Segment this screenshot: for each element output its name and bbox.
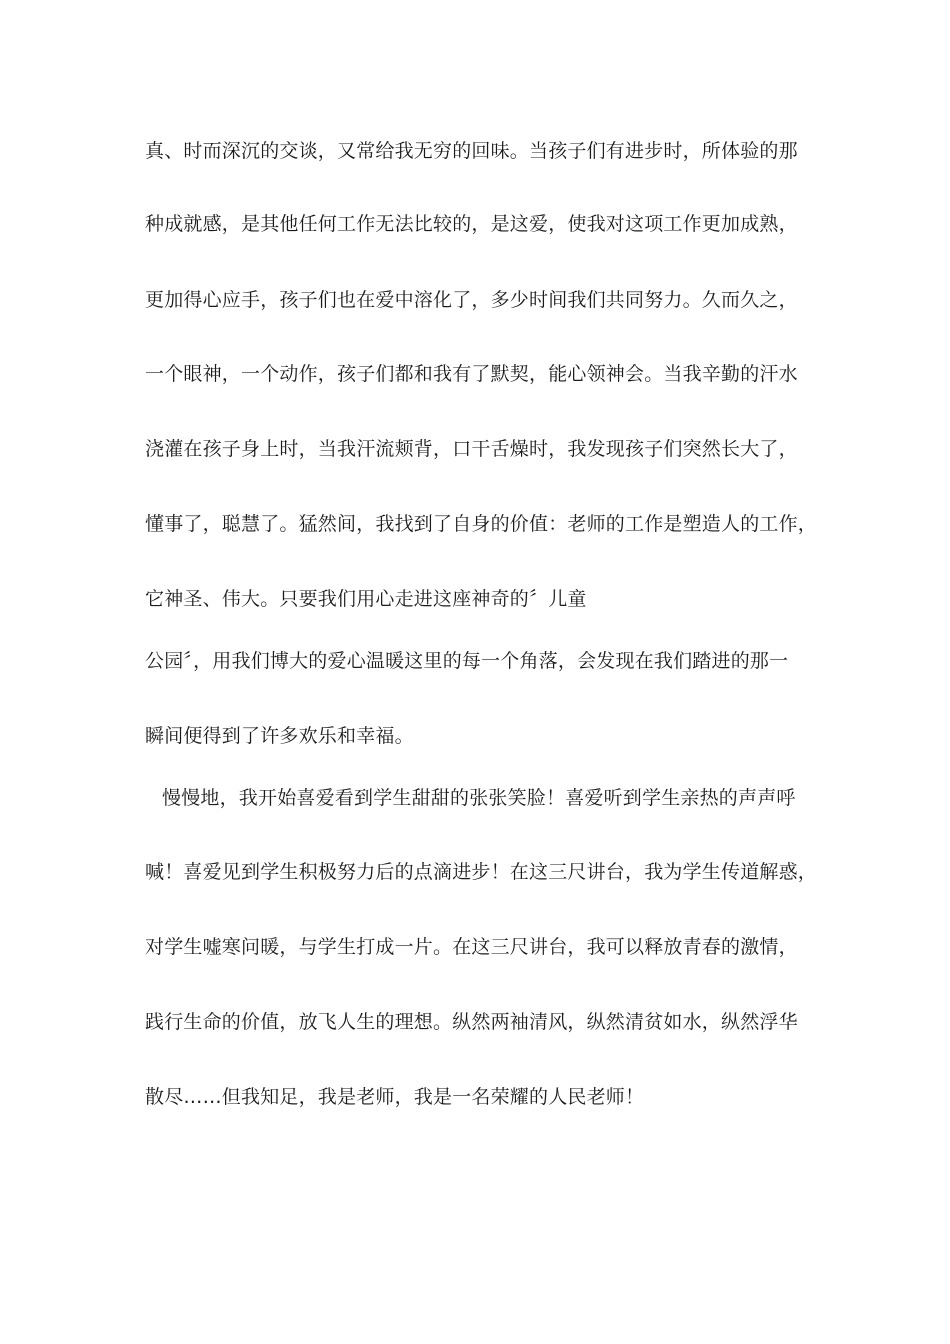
paragraph-line: 种成就感，是其他任何工作无法比较的，是这爱，使我对这项工作更加成熟， — [145, 213, 798, 235]
paragraph-line: 慢慢地，我开始喜爱看到学生甜甜的张张笑脸！喜爱听到学生亲热的声声呼 — [162, 787, 796, 809]
paragraph-line: 浇灌在孩子身上时，当我汗流颊背，口干舌燥时，我发现孩子们突然长大了， — [145, 438, 798, 460]
paragraph-line: 懂事了，聪慧了。猛然间，我找到了自身的价值：老师的工作是塑造人的工作， — [145, 513, 818, 535]
paragraph-line: 真、时而深沉的交谈，又常给我无穷的回味。当孩子们有进步时，所体验的那 — [145, 140, 798, 162]
paragraph-line: 它神圣、伟大。只要我们用心走进这座神奇的〞儿童 — [145, 588, 587, 610]
paragraph-line: 更加得心应手，孩子们也在爱中溶化了，多少时间我们共同努力。久而久之， — [145, 289, 798, 311]
paragraph-line: 公园〞，用我们博大的爱心温暖这里的每一个角落，会发现在我们踏进的那一 — [145, 650, 789, 672]
paragraph-line: 散尽……但我知足，我是老师，我是一名荣耀的人民老师！ — [145, 1086, 645, 1108]
paragraph-line: 一个眼神，一个动作，孩子们都和我有了默契，能心领神会。当我辛勤的汗水 — [145, 363, 798, 385]
paragraph-line: 瞬间便得到了许多欢乐和幸福。 — [145, 725, 414, 747]
paragraph-line: 喊！喜爱见到学生积极努力后的点滴进步！在这三尺讲台，我为学生传道解惑， — [145, 861, 818, 883]
paragraph-line: 践行生命的价值，放飞人生的理想。纵然两袖清风，纵然清贫如水，纵然浮华 — [145, 1011, 798, 1033]
paragraph-line: 对学生嘘寒问暖，与学生打成一片。在这三尺讲台，我可以释放青春的激情， — [145, 936, 798, 958]
